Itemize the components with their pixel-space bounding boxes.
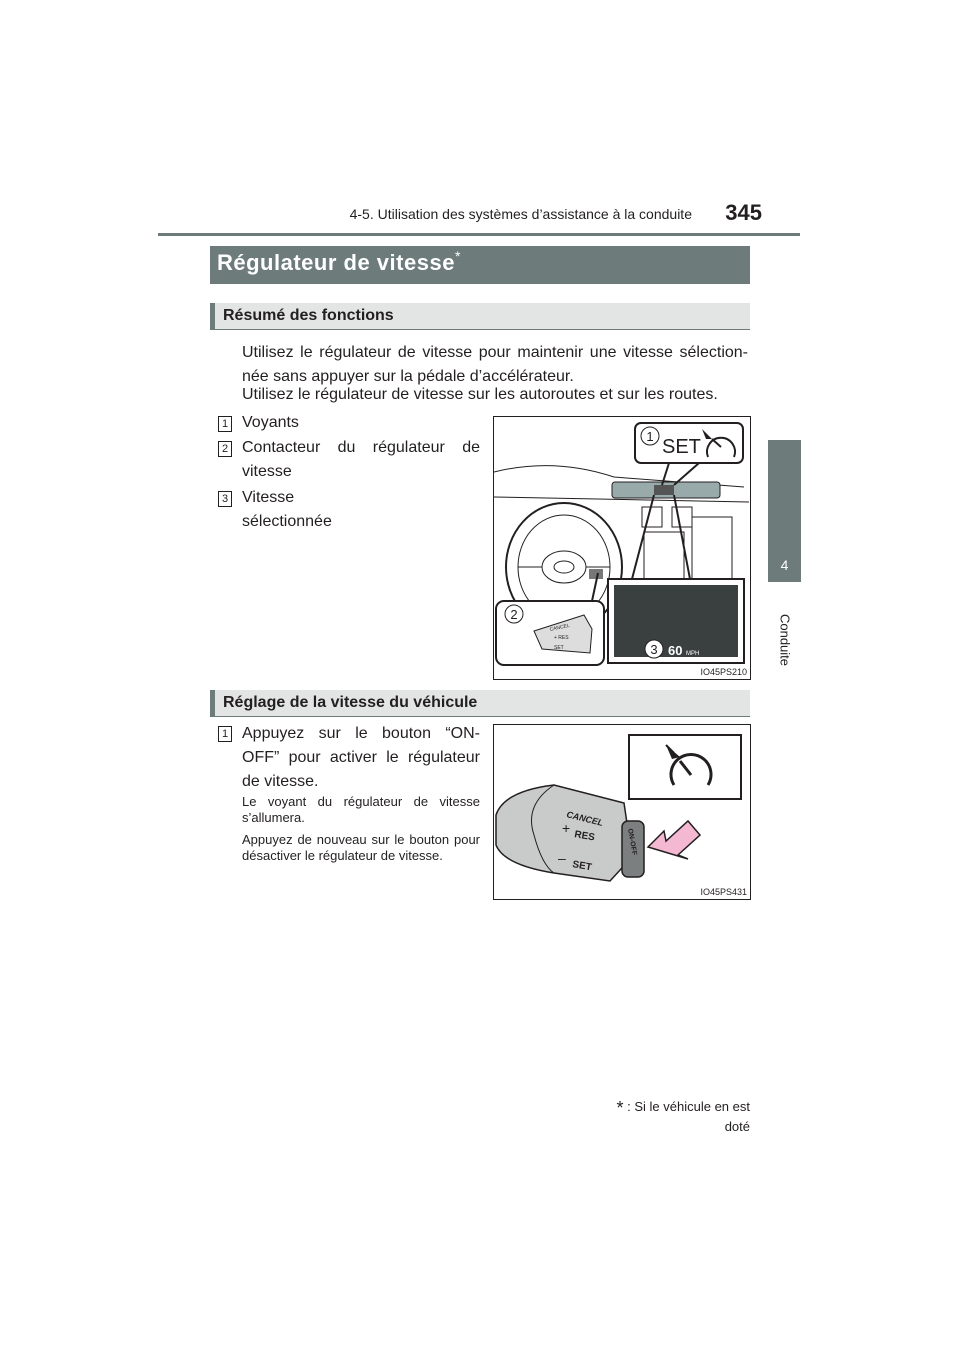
on-off-button-figure	[493, 724, 751, 900]
running-header: 4-5. Utilisation des systèmes d’assistance à la conduite	[349, 206, 692, 222]
figure-code: IO45PS210	[700, 667, 747, 677]
section-heading-summary: Résumé des fonctions	[210, 303, 750, 330]
step-number: 1	[218, 726, 232, 742]
section-heading-setting: Réglage de la vitesse du véhicule	[210, 690, 750, 717]
speed-value: 60	[668, 643, 683, 658]
note-deactivate: Appuyez de nouveau sur le bouton pour désactiver le régulateur de vitesse.	[242, 832, 480, 863]
header-rule	[158, 233, 800, 236]
svg-text:–: –	[558, 850, 566, 866]
chapter-number: 4	[780, 557, 789, 573]
svg-text:+: +	[562, 820, 571, 836]
summary-paragraph-2: Utilisez le régulateur de vitesse sur les autoroutes et sur les routes.	[242, 386, 718, 403]
svg-text:SET: SET	[554, 645, 564, 651]
callout-1: 1	[646, 429, 654, 444]
note-light-on: Le voyant du régulateur de vitesse s’allumera.	[242, 794, 480, 825]
svg-text:CANCEL: CANCEL	[549, 622, 571, 633]
asterisk-mark: *	[454, 248, 461, 264]
svg-text:SET: SET	[571, 859, 593, 874]
speed-unit: MPH	[686, 651, 700, 657]
press-arrow-icon	[648, 821, 700, 859]
svg-text:CANCEL: CANCEL	[565, 809, 605, 829]
summary-paragraph-1: Utilisez le régulateur de vitesse pour maintenir une vitesse sélection-née sans appuyer sur la pédale d’accélérateur.	[242, 344, 748, 385]
footnote: * : Si le véhicule en est doté	[616, 1098, 750, 1134]
figure-code: IO45PS431	[700, 887, 747, 897]
cruise-control-overview-figure	[493, 416, 751, 680]
set-indicator-label: SET	[662, 436, 701, 458]
svg-text:+ RES: + RES	[554, 635, 569, 641]
svg-text:RES: RES	[573, 829, 596, 844]
page-title: Régulateur de vitesse*	[217, 248, 461, 275]
svg-text:ON-OFF: ON-OFF	[626, 828, 638, 856]
dashboard-illustration	[494, 417, 750, 679]
page-number: 345	[725, 200, 762, 225]
lever-illustration	[494, 725, 750, 899]
callout-2: 2	[510, 607, 518, 622]
callout-3: 3	[650, 642, 658, 657]
chapter-label: Conduite	[777, 613, 793, 667]
